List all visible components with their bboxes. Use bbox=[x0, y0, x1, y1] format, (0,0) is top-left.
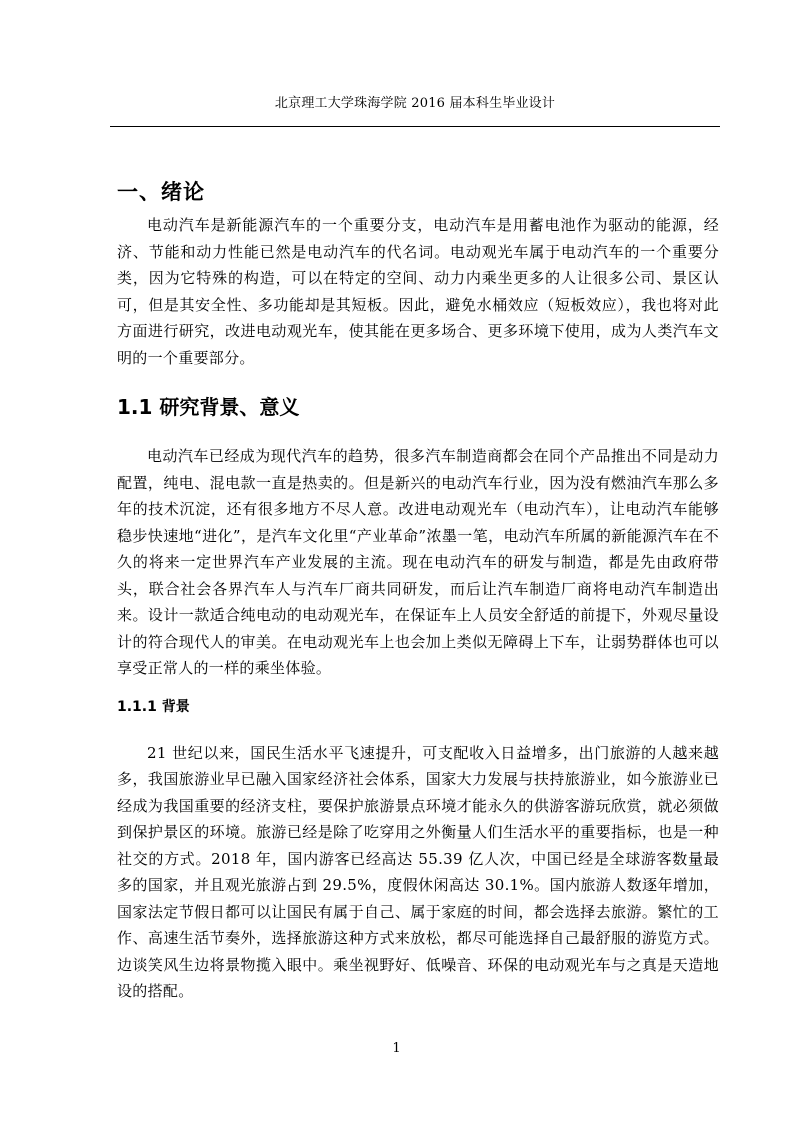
page-number: 1 bbox=[392, 1041, 401, 1056]
section-paragraph: 电动汽车已经成为现代汽车的趋势，很多汽车制造商都会在同个产品推出不同是动力配置，纯电、混电款一直是热卖的。但是新兴的电动汽车行业，因为没有燃油汽车那么多年的技术沉淀，还有很多地方不尽人意。改进电动观光车（电动汽车），让电动汽车能够稳步快速地“进化”，是汽车文化里“产业革命”浓墨一笔，电动汽车所属的新能源汽车在不久的将来一定世界汽车产业发展的主流。现在电动汽车的研发与制造，都是先由政府带头，联合社会各界汽车人与汽车厂商共同研发，而后让汽车制造厂商将电动汽车制造出来。设计一款适合纯电动的电动观光车，在保证车上人员安全舒适的前提下，外观尽量设计的符合现代人的审美。在电动观光车上也会加上类似无障碍上下车，让弱势群体也可以享受正常人的一样的乘坐体验。 bbox=[117, 447, 719, 677]
header-divider bbox=[110, 126, 720, 127]
running-header: 北京理工大学珠海学院 2016 届本科生毕业设计 bbox=[274, 96, 556, 111]
section-title: 1.1 研究背景、意义 bbox=[117, 395, 300, 419]
chapter-paragraph: 电动汽车是新能源汽车的一个重要分支，电动汽车是用蓄电池作为驱动的能源，经济、节能和动力性能已然是电动汽车的代名词。电动观光车属于电动汽车的一个重要分类，因为它特殊的构造，可以在特定的空间、动力内乘坐更多的人让很多公司、景区认可，但是其安全性、多功能却是其短板。因此，避免水桶效应（短板效应），我也将对此方面进行研究，改进电动观光车，使其能在更多场合、更多环境下使用，成为人类汽车文明的一个重要部分。 bbox=[117, 216, 719, 367]
subsection-title: 1.1.1 背景 bbox=[117, 698, 190, 715]
page-content bbox=[117, 176, 719, 1005]
chapter-title: 一、绪论 bbox=[117, 180, 205, 204]
subsection-paragraph: 21 世纪以来，国民生活水平飞速提升，可支配收入日益增多，出门旅游的人越来越多，我国旅游业早已融入国家经济社会体系，国家大力发展与扶持旅游业，如今旅游业已经成为我国重要的经济支柱，要保护旅游景点环境才能永久的供游客游玩欣赏，就必须做到保护景区的环境。旅游已经是除了吃穿用之外衡量人们生活水平的重要指标，也是一种社交的方式。2018 年，国内游客已经高达 55.39 亿人次，中国已经是全球游客数量最多的国家，并且观光旅游占到 29.5%，度假休闲高达 30.1%。国内旅游人数逐年增加，国家法定节假日都可以让国民有属于自己、属于家庭的时间，都会选择去旅游。繁忙的工作、高速生活节奏外，选择旅游这种方式来放松，都尽可能选择自己最舒服的游览方式。边谈笑风生边将景物揽入眼中。乘坐视野好、低噪音、环保的电动观光车与之真是天造地设的搭配。 bbox=[117, 743, 719, 1000]
